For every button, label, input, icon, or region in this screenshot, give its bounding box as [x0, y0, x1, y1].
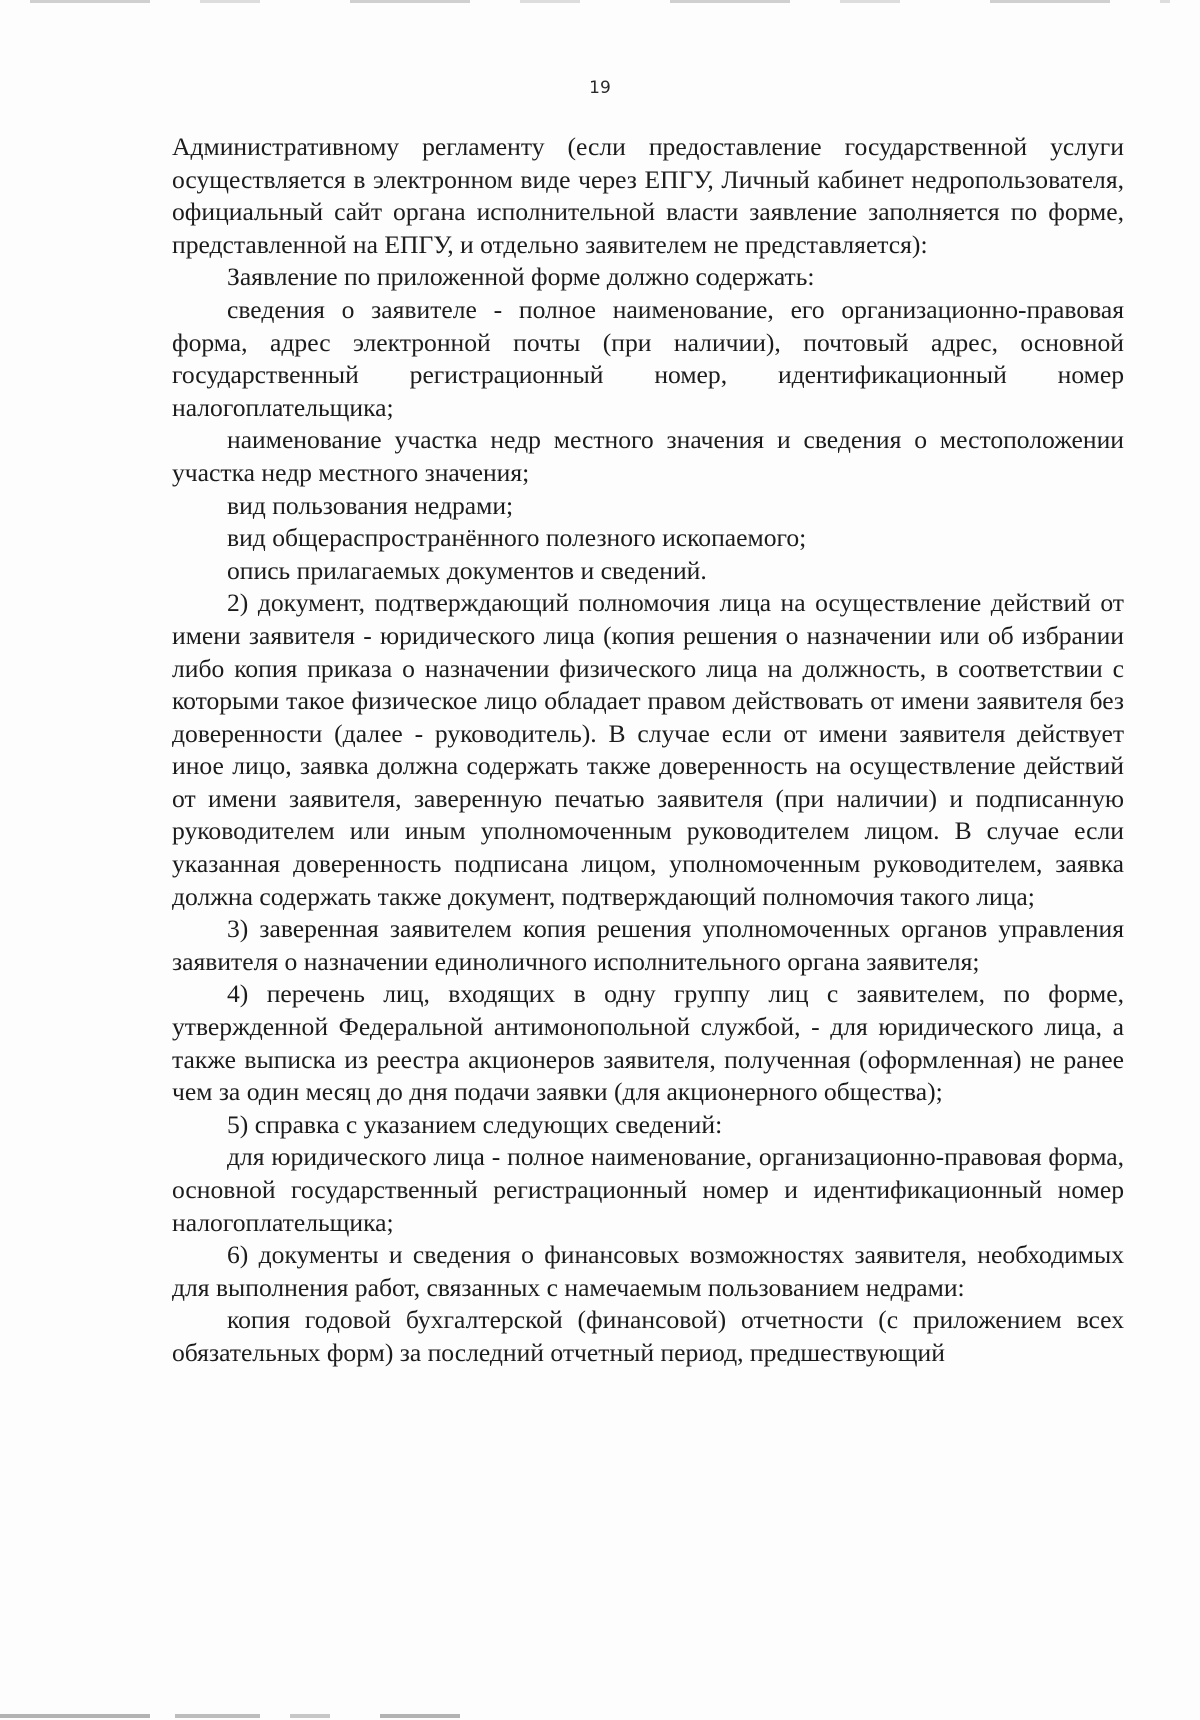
paragraph-3: сведения о заявителе - полное наименование, его организационно-правовая форма, адрес электронной почты (при наличии), почтовый адрес, основной государственный регистрационный номер, идентификационный номер налогоплательщика;: [172, 294, 1124, 422]
paragraph-8: 2) документ, подтверждающий полномочия лица на осуществление действий от имени заявителя - юридического лица (копия решения о назначении или об избрании либо копия приказа о назначении физического лица на должность, в соответствии с которыми такое физическое лицо обладает правом действовать от имени заявителя без доверенности (далее - руководитель). В случае если от имени заявителя действует иное лицо, заявка должна содержать также доверенность на осуществление действий от имени заявителя, заверенную печатью заявителя (при наличии) и подписанную руководителем или иным уполномоченным руководителем лицом. В случае если указанная доверенность подписана лицом, уполномоченным руководителем, заявка должна содержать также документ, подтверждающий полномочия такого лица;: [172, 588, 1124, 911]
paragraph-13: 6) документы и сведения о финансовых возможностях заявителя, необходимых для выполнения работ, связанных с намечаемым пользованием недрами:: [172, 1240, 1124, 1302]
page-number: 19: [589, 78, 611, 98]
scan-edge-top: [30, 0, 1170, 3]
document-body: [172, 131, 1124, 1370]
paragraph-11: 5) справка с указанием следующих сведений:: [227, 1109, 723, 1139]
paragraph-6: вид общераспространённого полезного ископаемого;: [227, 523, 807, 553]
paragraph-1: Административному регламенту (если предоставление государственной услуги осуществляется в электронном виде через ЕПГУ, Личный кабинет недропользователя, официальный сайт органа исполнительной власти заявление заполняется по форме, представленной на ЕПГУ, и отдельно заявителем не представляется):: [172, 132, 1124, 259]
paragraph-14: копия годовой бухгалтерской (финансовой) отчетности (с приложением всех обязательных форм) за последний отчетный период, предшествующий: [172, 1305, 1124, 1367]
paragraph-4: наименование участка недр местного значения и сведения о местоположении участка недр местного значения;: [172, 425, 1124, 487]
paragraph-2: Заявление по приложенной форме должно содержать:: [227, 262, 815, 292]
paragraph-10: 4) перечень лиц, входящих в одну группу лиц с заявителем, по форме, утвержденной Федеральной антимонопольной службой, - для юридического лица, а также выписка из реестра акционеров заявителя, полученная (оформленная) не ранее чем за один месяц до дня подачи заявки (для акционерного общества);: [172, 979, 1124, 1107]
paragraph-9: 3) заверенная заявителем копия решения уполномоченных органов управления заявителя о назначении единоличного исполнительного органа заявителя;: [172, 914, 1124, 976]
paragraph-5: вид пользования недрами;: [227, 490, 514, 520]
paragraph-7: опись прилагаемых документов и сведений.: [227, 555, 707, 585]
paragraph-12: для юридического лица - полное наименование, организационно-правовая форма, основной государственный регистрационный номер и идентификационный номер налогоплательщика;: [172, 1142, 1124, 1237]
scan-edge-bottom: [0, 1714, 460, 1718]
